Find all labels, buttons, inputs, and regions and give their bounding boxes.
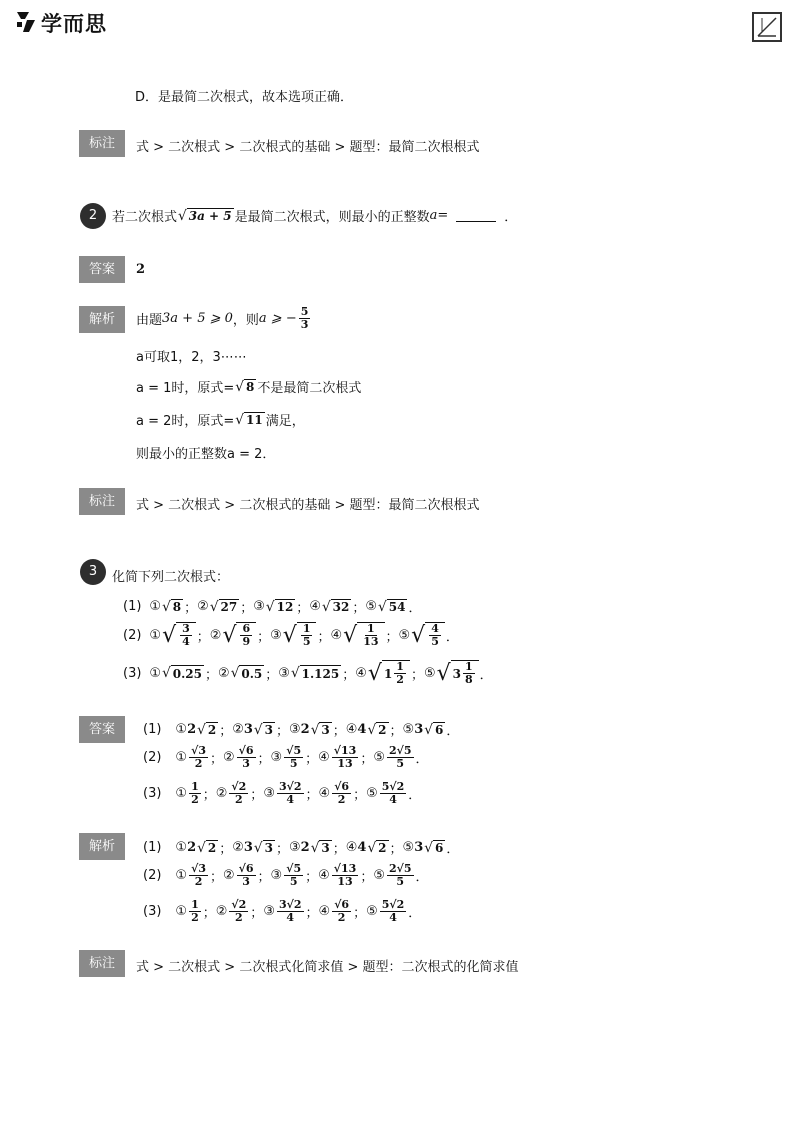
q2-analysis-line-5: 则最小的正整数a = 2．: [136, 447, 276, 462]
fraction: $\frac{5}{3}$: [300, 305, 309, 332]
q2-text-pre: 若二次根式: [112, 210, 178, 225]
note-label: 标注: [79, 950, 125, 977]
note-path: 式 > 二次根式 > 二次根式化简求值 > 题型：二次根式的化简求值: [136, 960, 519, 975]
q2-var: a: [429, 208, 438, 223]
q3-part-1: (1) ① √ 8 ； ② √ 27 ； ③ √ 12 ； ④ √ 32 ； ⑤ √ 54 ．: [123, 598, 422, 616]
analysis-label: 解析: [79, 306, 125, 333]
note-path: 式 > 二次根式 > 二次根式的基础 > 题型：最简二次根根式: [136, 498, 480, 513]
note-label: 标注: [79, 488, 125, 515]
question-number: 2: [80, 203, 106, 229]
note-label: 标注: [79, 130, 125, 157]
sqrt-expression: √ 3a + 5: [178, 207, 232, 224]
answer-label: 答案: [79, 716, 125, 743]
question-2-text: [112, 206, 517, 225]
analysis-label: 解析: [79, 833, 125, 860]
q2-end: ．: [504, 210, 518, 225]
note-path: 式 > 二次根式 > 二次根式的基础 > 题型：最简二次根根式: [136, 140, 480, 155]
q2-analysis-line-3: a = 1时，原式= √ 8 不是最简二次根式: [136, 378, 362, 396]
q2-text-post: 是最简二次根式，则最小的正整数: [234, 210, 430, 225]
q2-analysis-line-2: a可取1，2，3⋯⋯: [136, 350, 247, 365]
question-number: 3: [80, 559, 106, 585]
previous-answer-line: D．是最简二次根式，故本选项正确．: [135, 90, 354, 105]
question-3-title: 化简下列二次根式：: [112, 570, 230, 585]
logo-text: 学而思: [41, 12, 107, 36]
q3-analysis-2: (2) ① √ 3 2 ； ② √ 6 3 ； ③ √ 5 5 ； ④ √ 13 13 ； ⑤ 2 √ 5 5 ．: [143, 862, 429, 889]
q3-part-3: (3) ① √ 0.25 ； ② √ 0.5 ； ③ √ 1.125 ； ④ √ 1 $\frac{1}{2}$ ； ⑤ √ 3 $\frac{1}{8}$ ．: [123, 660, 493, 687]
ruler-triangle-icon: [752, 12, 782, 42]
q3-analysis-1: (1) ① 2 √ 2 ； ② 3 √ 3 ； ③ 2 √ 3 ； ④ 4 √ 2 ； ⑤ 3 √ 6 ．: [143, 839, 460, 857]
q3-answer-1: (1) ① 2 √ 2 ； ② 3 √ 3 ； ③ 2 √ 3 ； ④ 4 √ 2 ； ⑤ 3 √ 6 ．: [143, 721, 460, 739]
answer-label: 答案: [79, 256, 125, 283]
answer-blank: [456, 209, 496, 222]
q2-analysis-line-1: 由题 3a + 5 ⩾ 0 ，则 a ⩾ − $\frac{5}{3}$: [136, 305, 309, 332]
q3-answer-3: (3) ① $\frac{1}{2}$ ； ② √ 2 2 ； ③ 3 √ 2 4 ； ④ √ 6 2 ； ⑤ 5 √ 2 4 ．: [143, 780, 422, 807]
logo-mark-icon: [15, 10, 37, 36]
q2-analysis-line-4: a = 2时，原式= √ 11 满足，: [136, 411, 305, 429]
q3-part-2: (2) ① √ $\frac{3}{4}$ ； ② √ $\frac{6}{9}$ ； ③ √ $\frac{1}{5}$ ； ④ √ $\frac{1}{13}$ ； ⑤ √ $\frac{4}{5}$ ．: [123, 622, 459, 649]
q2-eq: =: [437, 208, 449, 223]
q3-answer-2: (2) ① √ 3 2 ； ② √ 6 3 ； ③ √ 5 5 ； ④ √ 13 13 ； ⑤ 2 √ 5 5 ．: [143, 744, 429, 771]
q2-answer: 2: [136, 262, 146, 277]
q3-analysis-3: (3) ① $\frac{1}{2}$ ； ② √ 2 2 ； ③ 3 √ 2 4 ； ④ √ 6 2 ； ⑤ 5 √ 2 4 ．: [143, 898, 422, 925]
brand-logo: [15, 8, 107, 38]
